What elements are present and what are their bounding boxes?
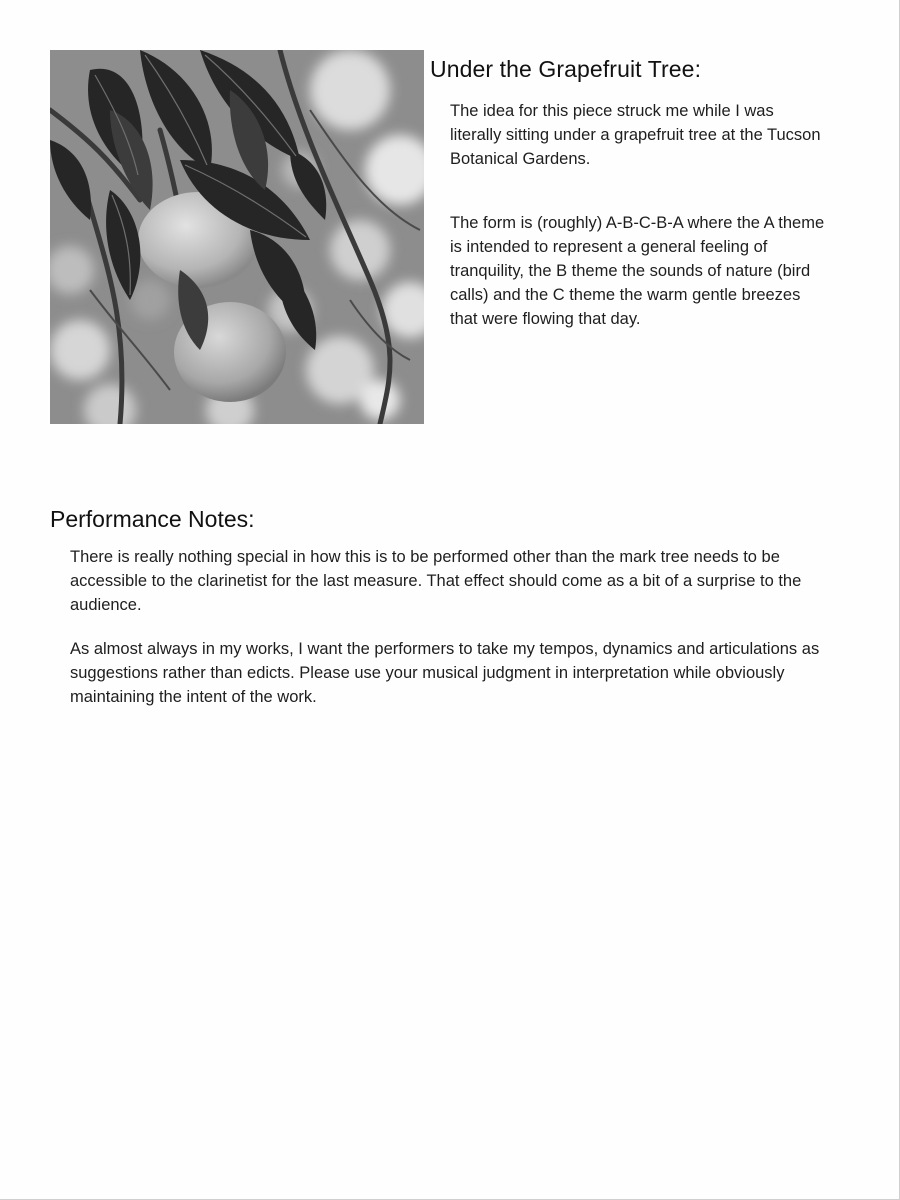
intro-paragraph: The form is (roughly) A-B-C-B-A where the A theme is intended to represent a general feeling of tranquility, the B theme the sounds of nature (bird calls) and the C theme the warm gentle breezes that were flowing that day.	[450, 214, 825, 328]
intro-body	[450, 99, 825, 331]
performance-paragraph: There is really nothing special in how this is to be performed other than the mark tree needs to be accessible to the clarinetist for the last measure. That effect should come as a bit of a surprise to the audience.	[70, 548, 802, 614]
grapefruit-tree-photo	[50, 50, 424, 424]
intro-paragraph: The idea for this piece struck me while I was literally sitting under a grapefruit tree at the Tucson Botanical Gardens.	[450, 102, 821, 168]
performance-paragraph: As almost always in my works, I want the performers to take my tempos, dynamics and articulations as suggestions rather than edicts. Please use your musical judgment in interpretation while obviously maintaining the intent of the work.	[70, 640, 820, 706]
performance-notes-body	[70, 545, 840, 709]
performance-notes-title: Performance Notes:	[50, 506, 255, 532]
intro-title: Under the Grapefruit Tree:	[430, 56, 702, 82]
